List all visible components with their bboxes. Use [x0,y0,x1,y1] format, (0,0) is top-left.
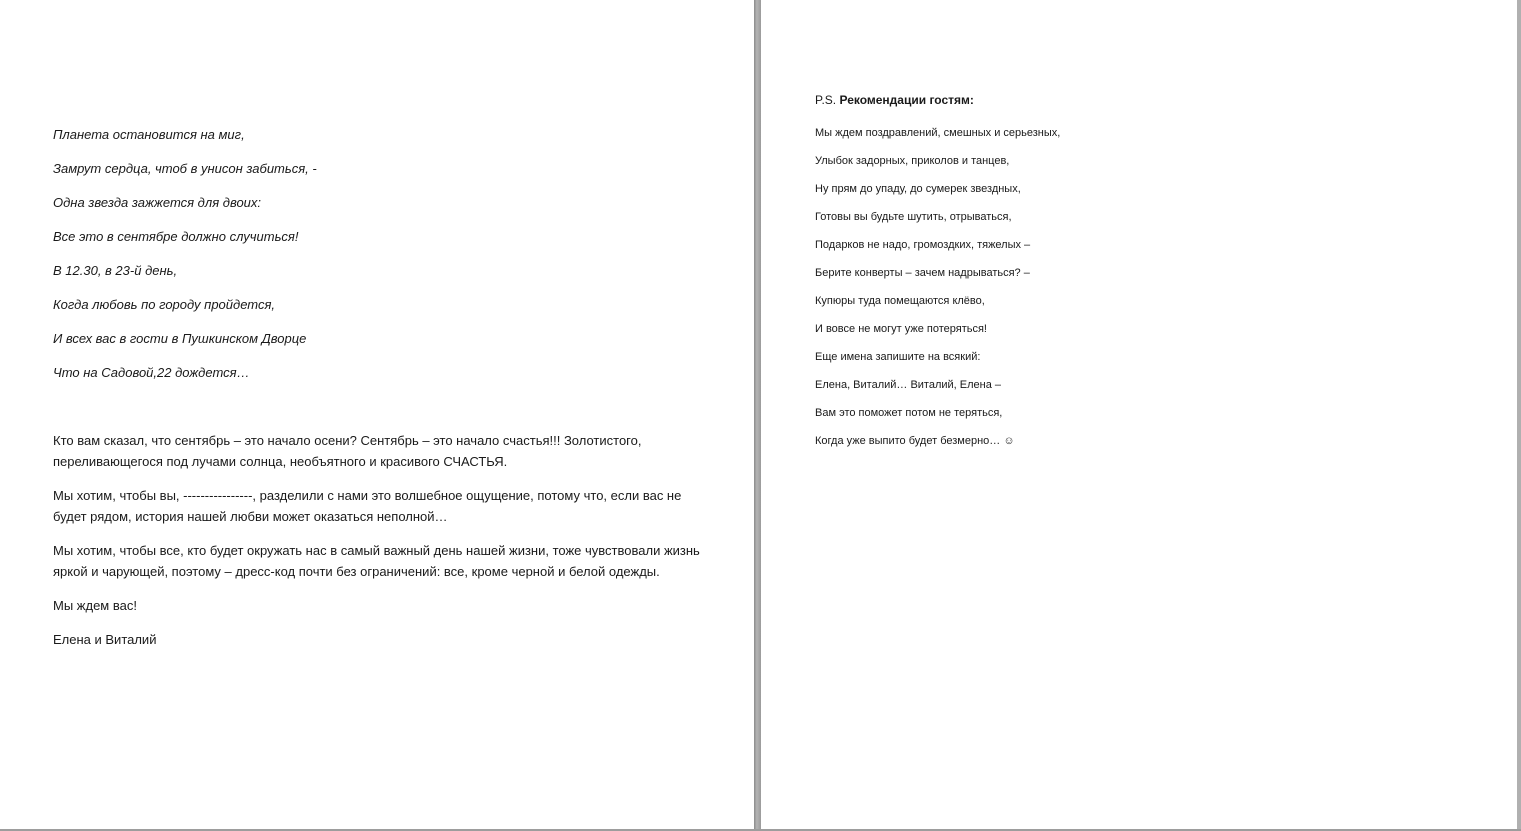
recommendation-line: Берите конверты – зачем надрываться? – [815,267,1030,279]
recommendation-line: Когда уже выпито будет безмерно… ☺ [815,435,1015,447]
recommendation-line: И вовсе не могут уже потеряться! [815,323,987,335]
ps-prefix: P.S. [815,93,837,107]
poem-line: И всех вас в гости в Пушкинском Дворце [53,331,307,346]
poem-line: Одна звезда зажжется для двоих: [53,195,262,210]
poem-line: Что на Садовой,22 дождется… [53,365,250,380]
recommendation-line: Купюры туда помещаются клёво, [815,295,985,307]
invitation-text [53,430,703,663]
recommendation-line: Подарков не надо, громоздких, тяжелых – [815,239,1031,251]
poem-line: В 12.30, в 23-й день, [53,263,178,278]
workspace-right-edge [1517,0,1521,831]
paragraph-dress-code: Мы хотим, чтобы все, кто будет окружать нас в самый важный день нашей жизни, тоже чувствовали жизнь яркой и чарующей, поэтому – дресс-код почти без ограничений: все, кроме черной и белой одежды. [53,543,700,579]
page-gap [754,0,761,831]
recommendation-line: Вам это поможет потом не теряться, [815,407,1003,419]
signature-names: Елена и Виталий [53,632,157,647]
poem-line: Все это в сентябре должно случиться! [53,229,299,244]
paragraph-share: Мы хотим, чтобы вы, ----------------, разделили с нами это волшебное ощущение, потому что, если вас не будет рядом, история нашей любви может оказаться неполной… [53,488,682,524]
ps-heading [815,91,974,109]
recommendation-line: Мы ждем поздравлений, смешных и серьезных, [815,127,1061,139]
recommendation-line: Еще имена запишите на всякий: [815,351,981,363]
document-page-2[interactable] [761,0,1517,829]
paragraph-september: Кто вам сказал, что сентябрь – это начало осени? Сентябрь – это начало счастья!!! Золотистого, переливающегося под лучами солнца, необъятного и красивого СЧАСТЬЯ. [53,433,642,469]
recommendation-line: Улыбок задорных, приколов и танцев, [815,155,1010,167]
poem-line: Когда любовь по городу пройдется, [53,297,276,312]
recommendation-line: Готовы вы будьте шутить, отрываться, [815,211,1012,223]
guest-recommendations-poem [815,125,1060,461]
recommendation-line: Елена, Виталий… Виталий, Елена – [815,379,1002,391]
paragraph-waiting: Мы ждем вас! [53,598,137,613]
document-page-1[interactable] [0,0,754,829]
poem-line: Замрут сердца, чтоб в унисон забиться, - [53,161,317,176]
ps-title: Рекомендации гостям: [839,93,974,107]
invitation-poem [53,126,317,398]
poem-line: Планета остановится на миг, [53,127,245,142]
recommendation-line: Ну прям до упаду, до сумерек звездных, [815,183,1021,195]
